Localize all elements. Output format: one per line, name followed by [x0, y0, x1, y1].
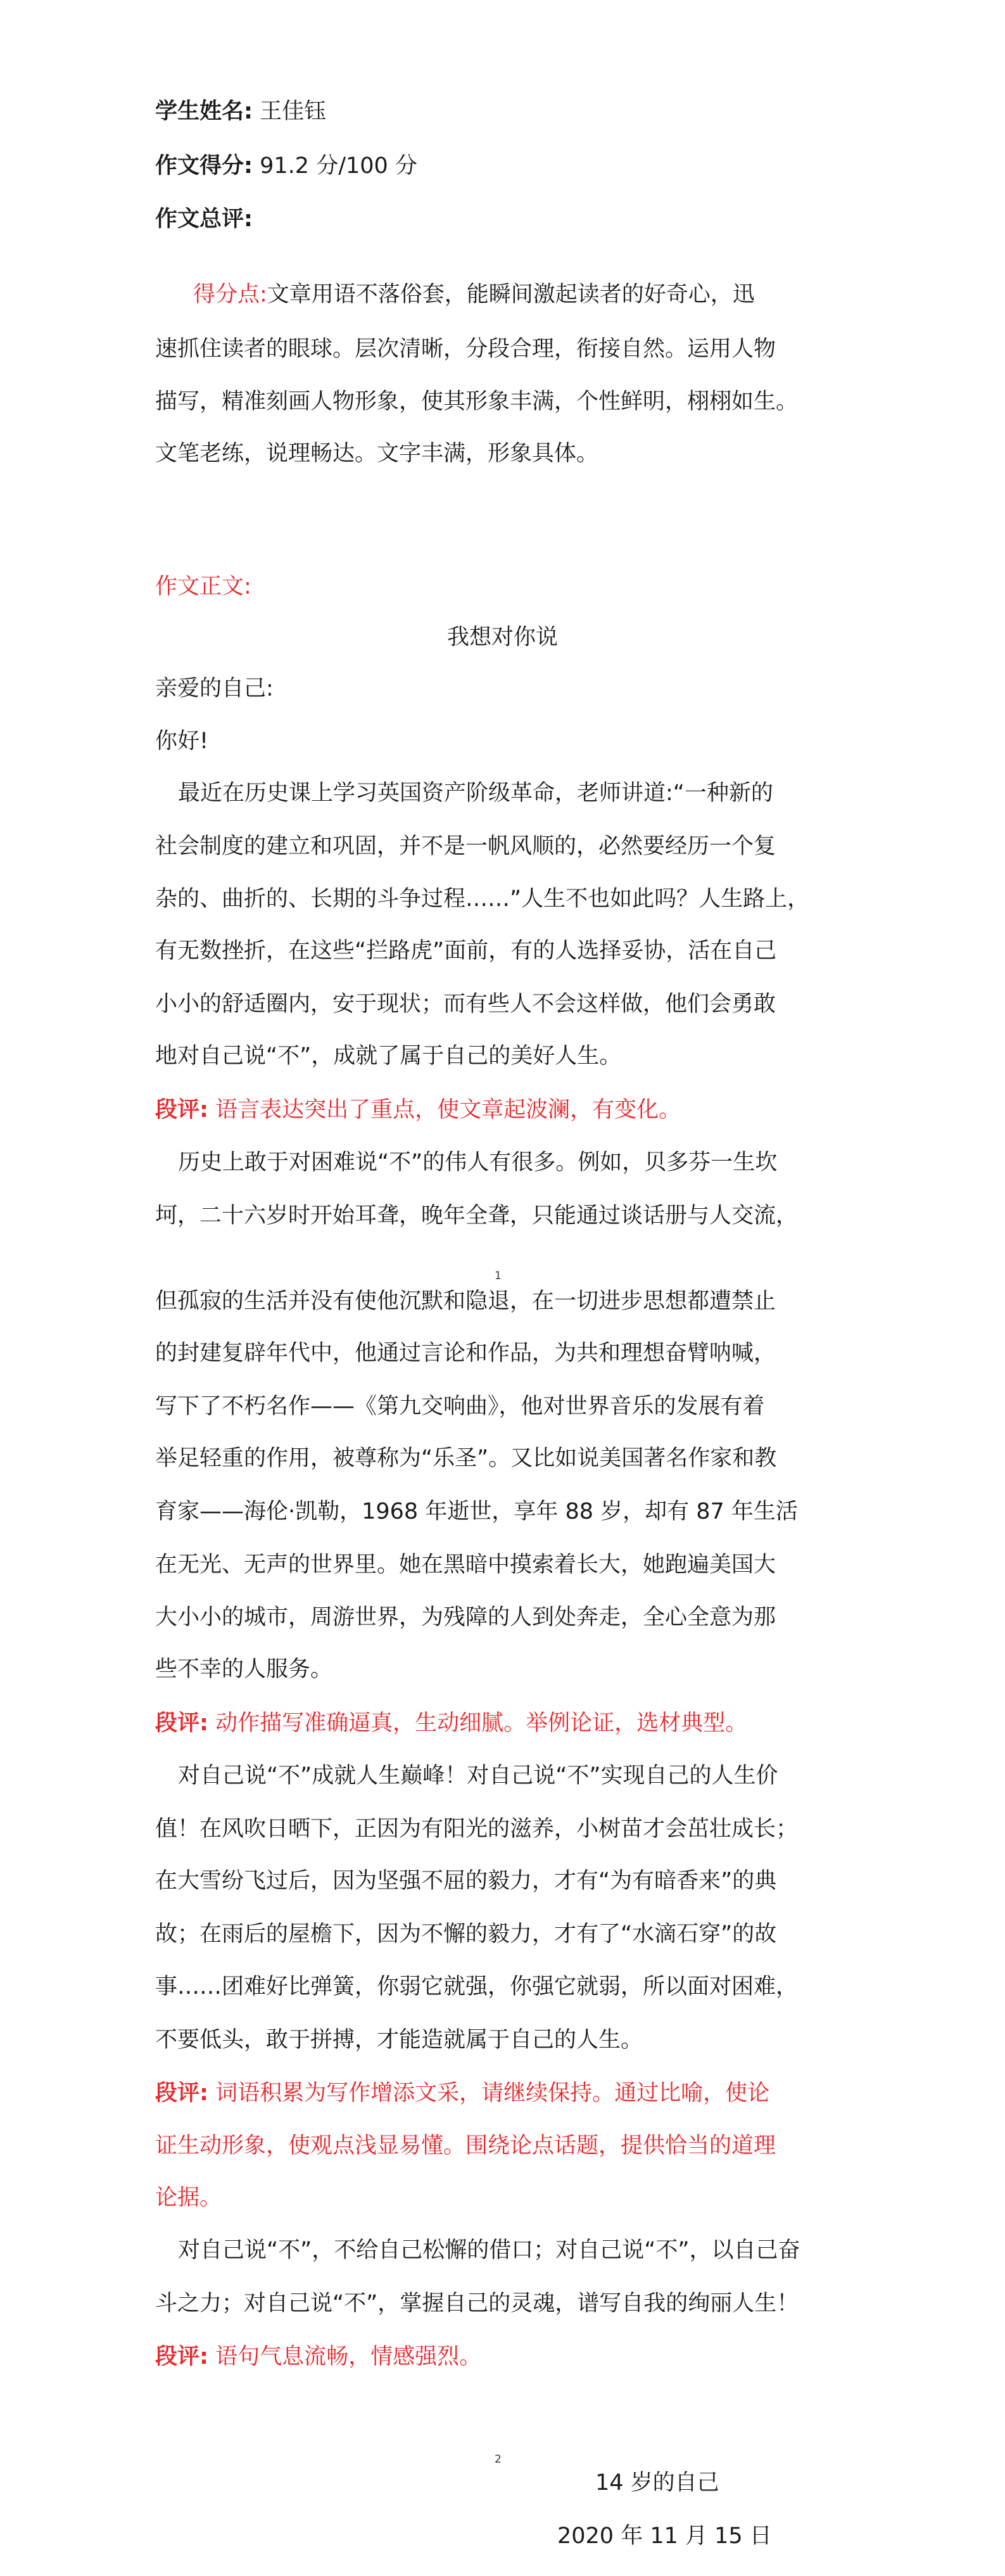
paragraph-line: 写下了不朽名作——《第九交响曲》，他对世界音乐的发展有着: [155, 1394, 765, 1419]
paragraph-line: [155, 777, 871, 810]
paragraph-line: 举足轻重的作用，被尊称为“乐圣”。又比如说美国著名作家和教: [155, 1446, 777, 1471]
paragraph-comment-text: 证生动形象，使观点浅显易懂。围绕论点话题，提供恰当的道理: [155, 2133, 776, 2158]
paragraph-line: 事……团难好比弹簧，你弱它就强，你强它就弱，所以面对困难，: [155, 1974, 799, 1999]
paragraph-line: 有无数挫折，在这些“拦路虎”面前，有的人选择妥协，活在自己: [155, 938, 777, 964]
paragraph-line: 坷，二十六岁时开始耳聋，晚年全聋，只能通过谈话册与人交流，: [155, 1203, 799, 1228]
paragraph-text: 对自己说“不”成就人生巅峰！对自己说“不”实现自己的人生价: [178, 1763, 778, 1789]
overall-review-text: 描写，精准刻画人物形象，使其形象丰满，个性鲜明，栩栩如生。: [155, 389, 799, 414]
paragraph-comment-label: 段评:: [155, 1097, 208, 1123]
paragraph-text: 历史上敢于对困难说“不”的伟人有很多。例如，贝多芬一生坎: [178, 1150, 778, 1175]
paragraph-line: 育家——海伦·凯勒，1968 年逝世，享年 88 岁，却有 87 年生活: [155, 1499, 798, 1524]
essay-salutation: 亲爱的自己:: [155, 676, 274, 701]
signature: 14 岁的自己: [595, 2470, 719, 2496]
paragraph-comment-label: 段评:: [155, 2344, 208, 2369]
paragraph-line: 社会制度的建立和巩固，并不是一帆风顺的，必然要经历一个复: [155, 834, 776, 859]
page-number: 1: [495, 1270, 502, 1282]
essay-title: 我想对你说: [446, 625, 558, 650]
paragraph-line: 值！在风吹日晒下，正因为有阳光的滋养，小树苗才会茁壮成长；: [155, 1816, 799, 1842]
essay-section-label: 作文正文:: [155, 574, 251, 599]
paragraph-line: 斗之力；对自己说“不”，掌握自己的灵魂，谱写自我的绚丽人生！: [155, 2291, 799, 2316]
paragraph-text: 对自己说“不”，不给自己松懈的借口；对自己说“不”，以自己奋: [178, 2238, 800, 2263]
paragraph-line: 但孤寂的生活并没有使他沉默和隐退，在一切进步思想都遭禁止: [155, 1289, 776, 1314]
paragraph-comment-text: 词语积累为写作增添文采，请继续保持。通过比喻，使论: [215, 2081, 770, 2106]
paragraph-line: [155, 2234, 871, 2267]
paragraph-line: 在无光、无声的世界里。她在黑暗中摸索着长大，她跑遍美国大: [155, 1552, 776, 1578]
overall-review-text: 速抓住读者的眼球。层次清晰，分段合理，衔接自然。运用人物: [155, 336, 776, 362]
paragraph-comment: [155, 2077, 871, 2110]
essay-greeting: 你好!: [155, 729, 209, 754]
signature-date: 2020 年 11 月 15 日: [557, 2523, 772, 2549]
paragraph-comment-text: 语句气息流畅，情感强烈。: [215, 2344, 482, 2369]
overall-review-line: [155, 278, 871, 311]
overall-review-text: 文章用语不落俗套，能瞬间激起读者的好奇心，迅: [267, 282, 755, 307]
student-name-value: 王佳钰: [260, 99, 327, 124]
paragraph-comment-label: 段评:: [155, 2081, 208, 2106]
paragraph-line: 些不幸的人服务。: [155, 1657, 333, 1682]
page-number: 2: [495, 2453, 502, 2466]
paragraph-comment: [155, 1707, 871, 1740]
paragraph-line: 大小小的城市，周游世界，为残障的人到处奔走，全心全意为那: [155, 1605, 776, 1630]
paragraph-line: 故；在雨后的屋檐下，因为不懈的毅力，才有了“水滴石穿”的故: [155, 1922, 777, 1947]
score-value: 91.2 分/100 分: [260, 153, 417, 179]
paragraph-line: 地对自己说“不”，成就了属于自己的美好人生。: [155, 1043, 622, 1069]
paragraph-comment: [155, 1094, 871, 1126]
score-line: [155, 150, 871, 182]
paragraph-text: 最近在历史课上学习英国资产阶级革命，老师讲道:“一种新的: [178, 781, 773, 806]
paragraph-comment-label: 段评:: [155, 1711, 208, 1736]
paragraph-line: 的封建复辟年代中，他通过言论和作品，为共和理想奋臂呐喊，: [155, 1341, 776, 1366]
paragraph-comment-text: 语言表达突出了重点，使文章起波澜，有变化。: [215, 1097, 681, 1123]
paragraph-line: 在大雪纷飞过后，因为坚强不屈的毅力，才有“为有暗香来”的典: [155, 1868, 777, 1894]
scoring-points-label: 得分点:: [193, 282, 267, 307]
student-name-label: 学生姓名:: [155, 99, 253, 124]
paragraph-comment: [155, 2340, 871, 2373]
paragraph-line: [155, 1759, 871, 1792]
student-name-line: [155, 95, 871, 128]
overall-review-label: 作文总评:: [155, 207, 253, 232]
paragraph-comment-text: 论据。: [155, 2185, 222, 2210]
score-label: 作文得分:: [155, 153, 253, 179]
overall-review-text: 文笔老练，说理畅达。文字丰满，形象具体。: [155, 441, 599, 466]
paragraph-comment-text: 动作描写准确逼真，生动细腻。举例论证，选材典型。: [215, 1711, 748, 1736]
paragraph-line: [155, 1146, 871, 1179]
paragraph-line: 杂的、曲折的、长期的斗争过程……”人生不也如此吗？人生路上，: [155, 886, 810, 912]
paragraph-line: 小小的舒适圈内，安于现状；而有些人不会这样做，他们会勇敢: [155, 992, 776, 1017]
paragraph-line: 不要低头，敢于拼搏，才能造就属于自己的人生。: [155, 2027, 643, 2053]
